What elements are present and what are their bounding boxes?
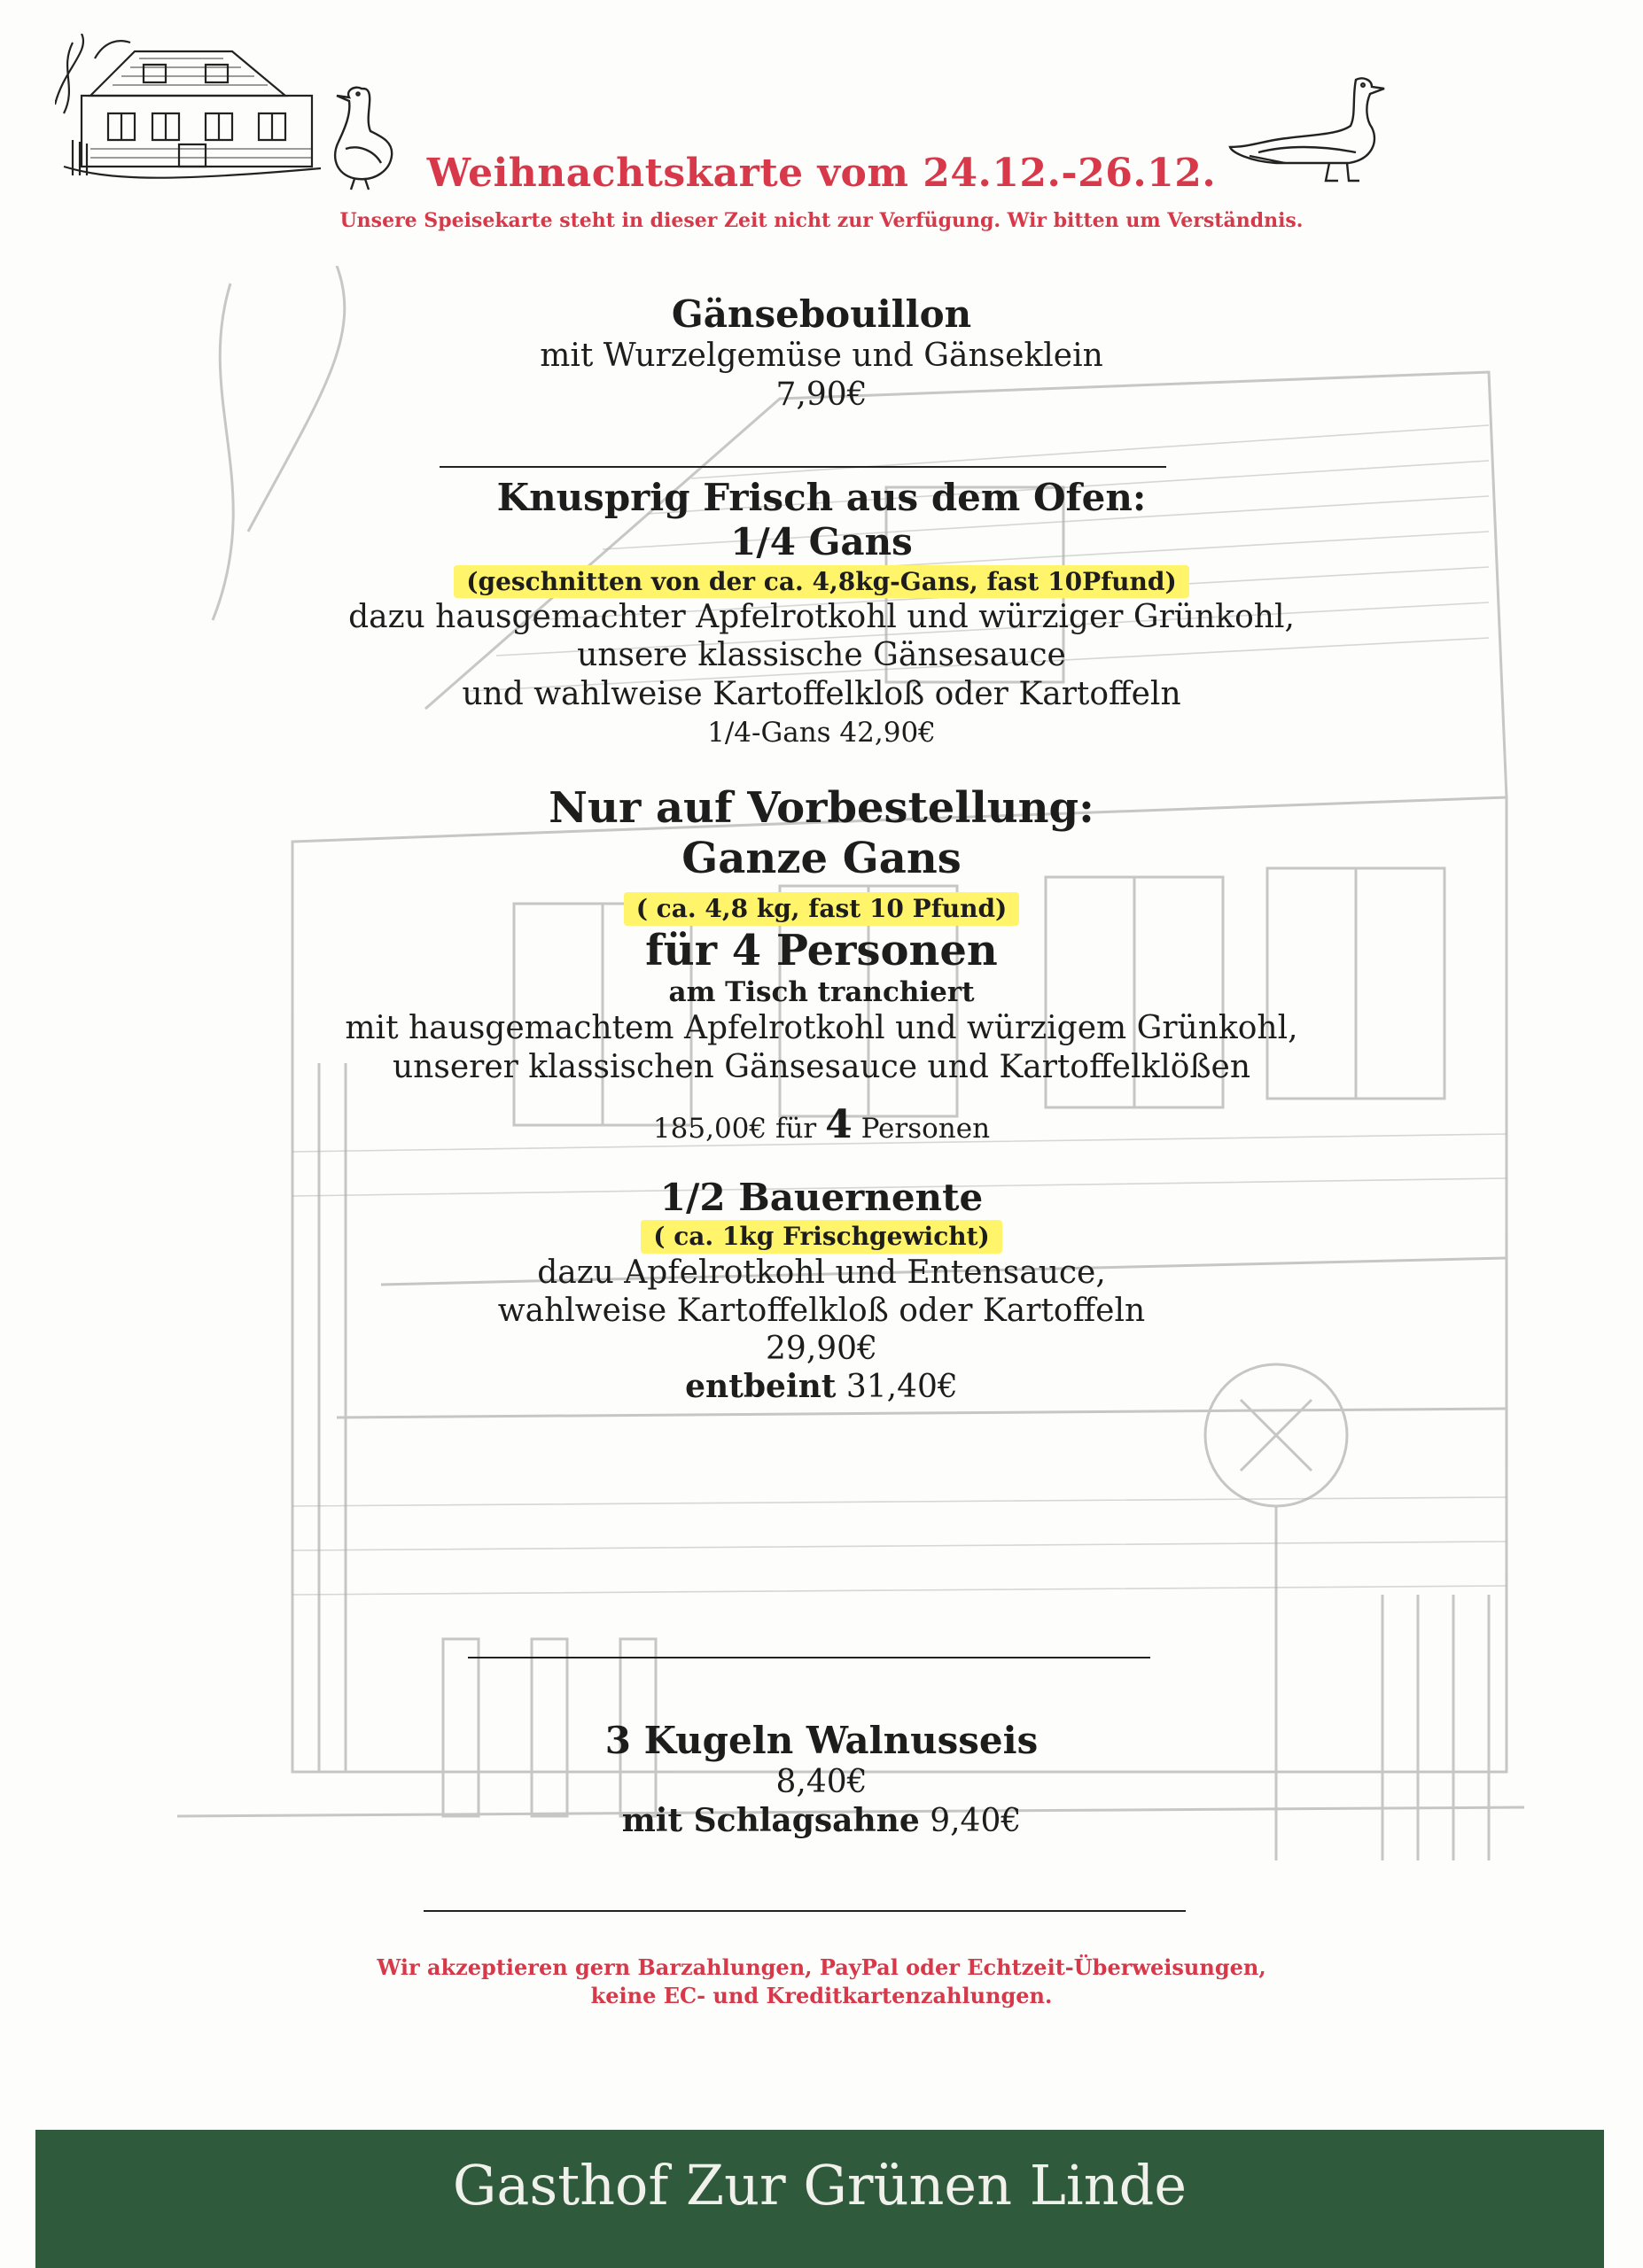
duck-note: ( ca. 1kg Frischgewicht): [641, 1220, 1002, 1254]
goose-whole-carved: am Tisch tranchiert: [668, 976, 975, 1009]
goose-whole-desc-1: mit hausgemachtem Apfelrotkohl und würzigem Grünkohl,: [345, 1010, 1298, 1047]
soup-price: 7,90€: [775, 376, 868, 413]
divider-1: [440, 466, 1166, 468]
goose-whole-persons: für 4 Personen: [645, 925, 998, 975]
brand-name: Gasthof Zur Grünen Linde: [452, 2153, 1187, 2218]
goose-whole-heading: Nur auf Vorbestellung:: [549, 782, 1094, 833]
dessert-section: [0, 1719, 1643, 1840]
menu-subtitle: Unsere Speisekarte steht in dieser Zeit nicht zur Verfügung. Wir bitten um Verständnis.: [339, 209, 1304, 232]
payment-line-2: keine EC- und Kreditkartenzahlungen.: [590, 1983, 1053, 2009]
payment-line-1: Wir akzeptieren gern Barzahlungen, PayPal oder Echtzeit-Überweisungen,: [377, 1954, 1266, 1980]
duck-price: 29,90€: [766, 1330, 877, 1367]
menu-body: [0, 284, 1643, 1406]
menu-title: Weihnachtskarte vom 24.12.-26.12.: [426, 151, 1217, 196]
goose-whole-price: 185,00€ für 4 Personen: [652, 1101, 991, 1147]
soup-description: mit Wurzelgemüse und Gänseklein: [540, 338, 1103, 375]
goose-quarter-desc-2: unsere klassische Gänsesauce: [577, 637, 1066, 674]
goose-whole-note: ( ca. 4,8 kg, fast 10 Pfund): [624, 892, 1020, 926]
dessert-name: 3 Kugeln Walnusseis: [604, 1719, 1039, 1762]
goose-quarter-price: 1/4-Gans 42,90€: [707, 716, 936, 749]
duck-desc-1: dazu Apfelrotkohl und Entensauce,: [537, 1254, 1106, 1291]
divider-2: [468, 1657, 1150, 1658]
goose-quarter-note: (geschnitten von der ca. 4,8kg-Gans, fast 10Pfund): [454, 565, 1188, 599]
soup-name: Gänsebouillon: [671, 292, 972, 336]
goose-quarter-desc-1: dazu hausgemachter Apfelrotkohl und würziger Grünkohl,: [348, 599, 1295, 636]
duck-desc-2: wahlweise Kartoffelkloß oder Kartoffeln: [497, 1292, 1146, 1329]
goose-whole-desc-2: unserer klassischen Gänsesauce und Kartoffelklößen: [392, 1048, 1251, 1085]
divider-3: [424, 1910, 1186, 1912]
dessert-price: 8,40€: [775, 1764, 868, 1801]
payment-note: [0, 1953, 1643, 2011]
goose-whole-name: Ganze Gans: [681, 834, 962, 884]
duck-name: 1/2 Bauernente: [659, 1175, 984, 1219]
goose-quarter-heading: Knusprig Frisch aus dem Ofen:: [496, 475, 1147, 519]
dessert-cream: mit Schlagsahne 9,40€: [621, 1801, 1022, 1839]
goose-quarter-desc-3: und wahlweise Kartoffelkloß oder Kartoffeln: [462, 675, 1181, 712]
goose-quarter-name: 1/4 Gans: [730, 520, 913, 564]
duck-boneless: entbeint 31,40€: [685, 1368, 958, 1406]
